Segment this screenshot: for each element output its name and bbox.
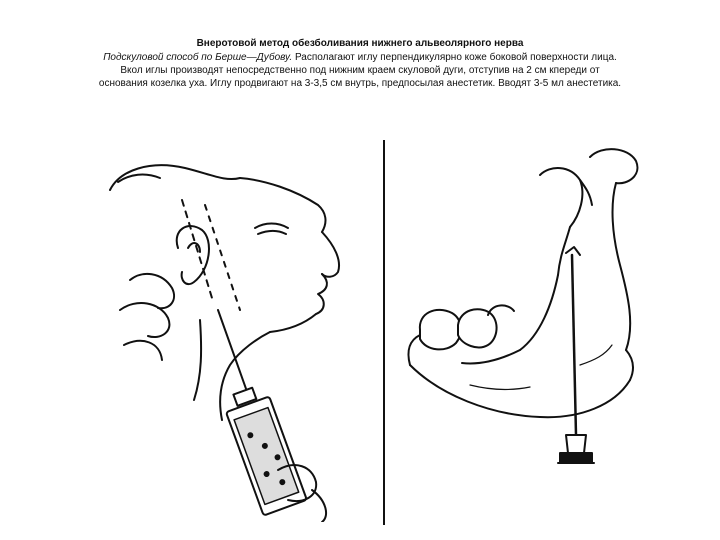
face-profile-injection-illustration [90, 160, 350, 522]
slide-description [40, 51, 680, 90]
method-name: Подскуловой способ по Берше—Дубову. [103, 52, 293, 63]
mandible-needle-illustration [380, 135, 660, 525]
description-line-3: основания козелка уха. Иглу продвигают на 3-3,5 см внутрь, предпосылая анестетик. Вводят 3-5 мл анестетика. [98, 78, 622, 89]
description-line-1 [40, 51, 680, 64]
slide-title: Внеротовой метод обезболивания нижнего альвеолярного нерва [196, 38, 524, 49]
description-line-2: Вкол иглы производят непосредственно под нижним краем скуловой дуги, отступив на 2 см кпереди от [120, 65, 600, 76]
description-line-1-rest: Располагают иглу перпендикулярно коже боковой поверхности лица. [292, 52, 617, 63]
